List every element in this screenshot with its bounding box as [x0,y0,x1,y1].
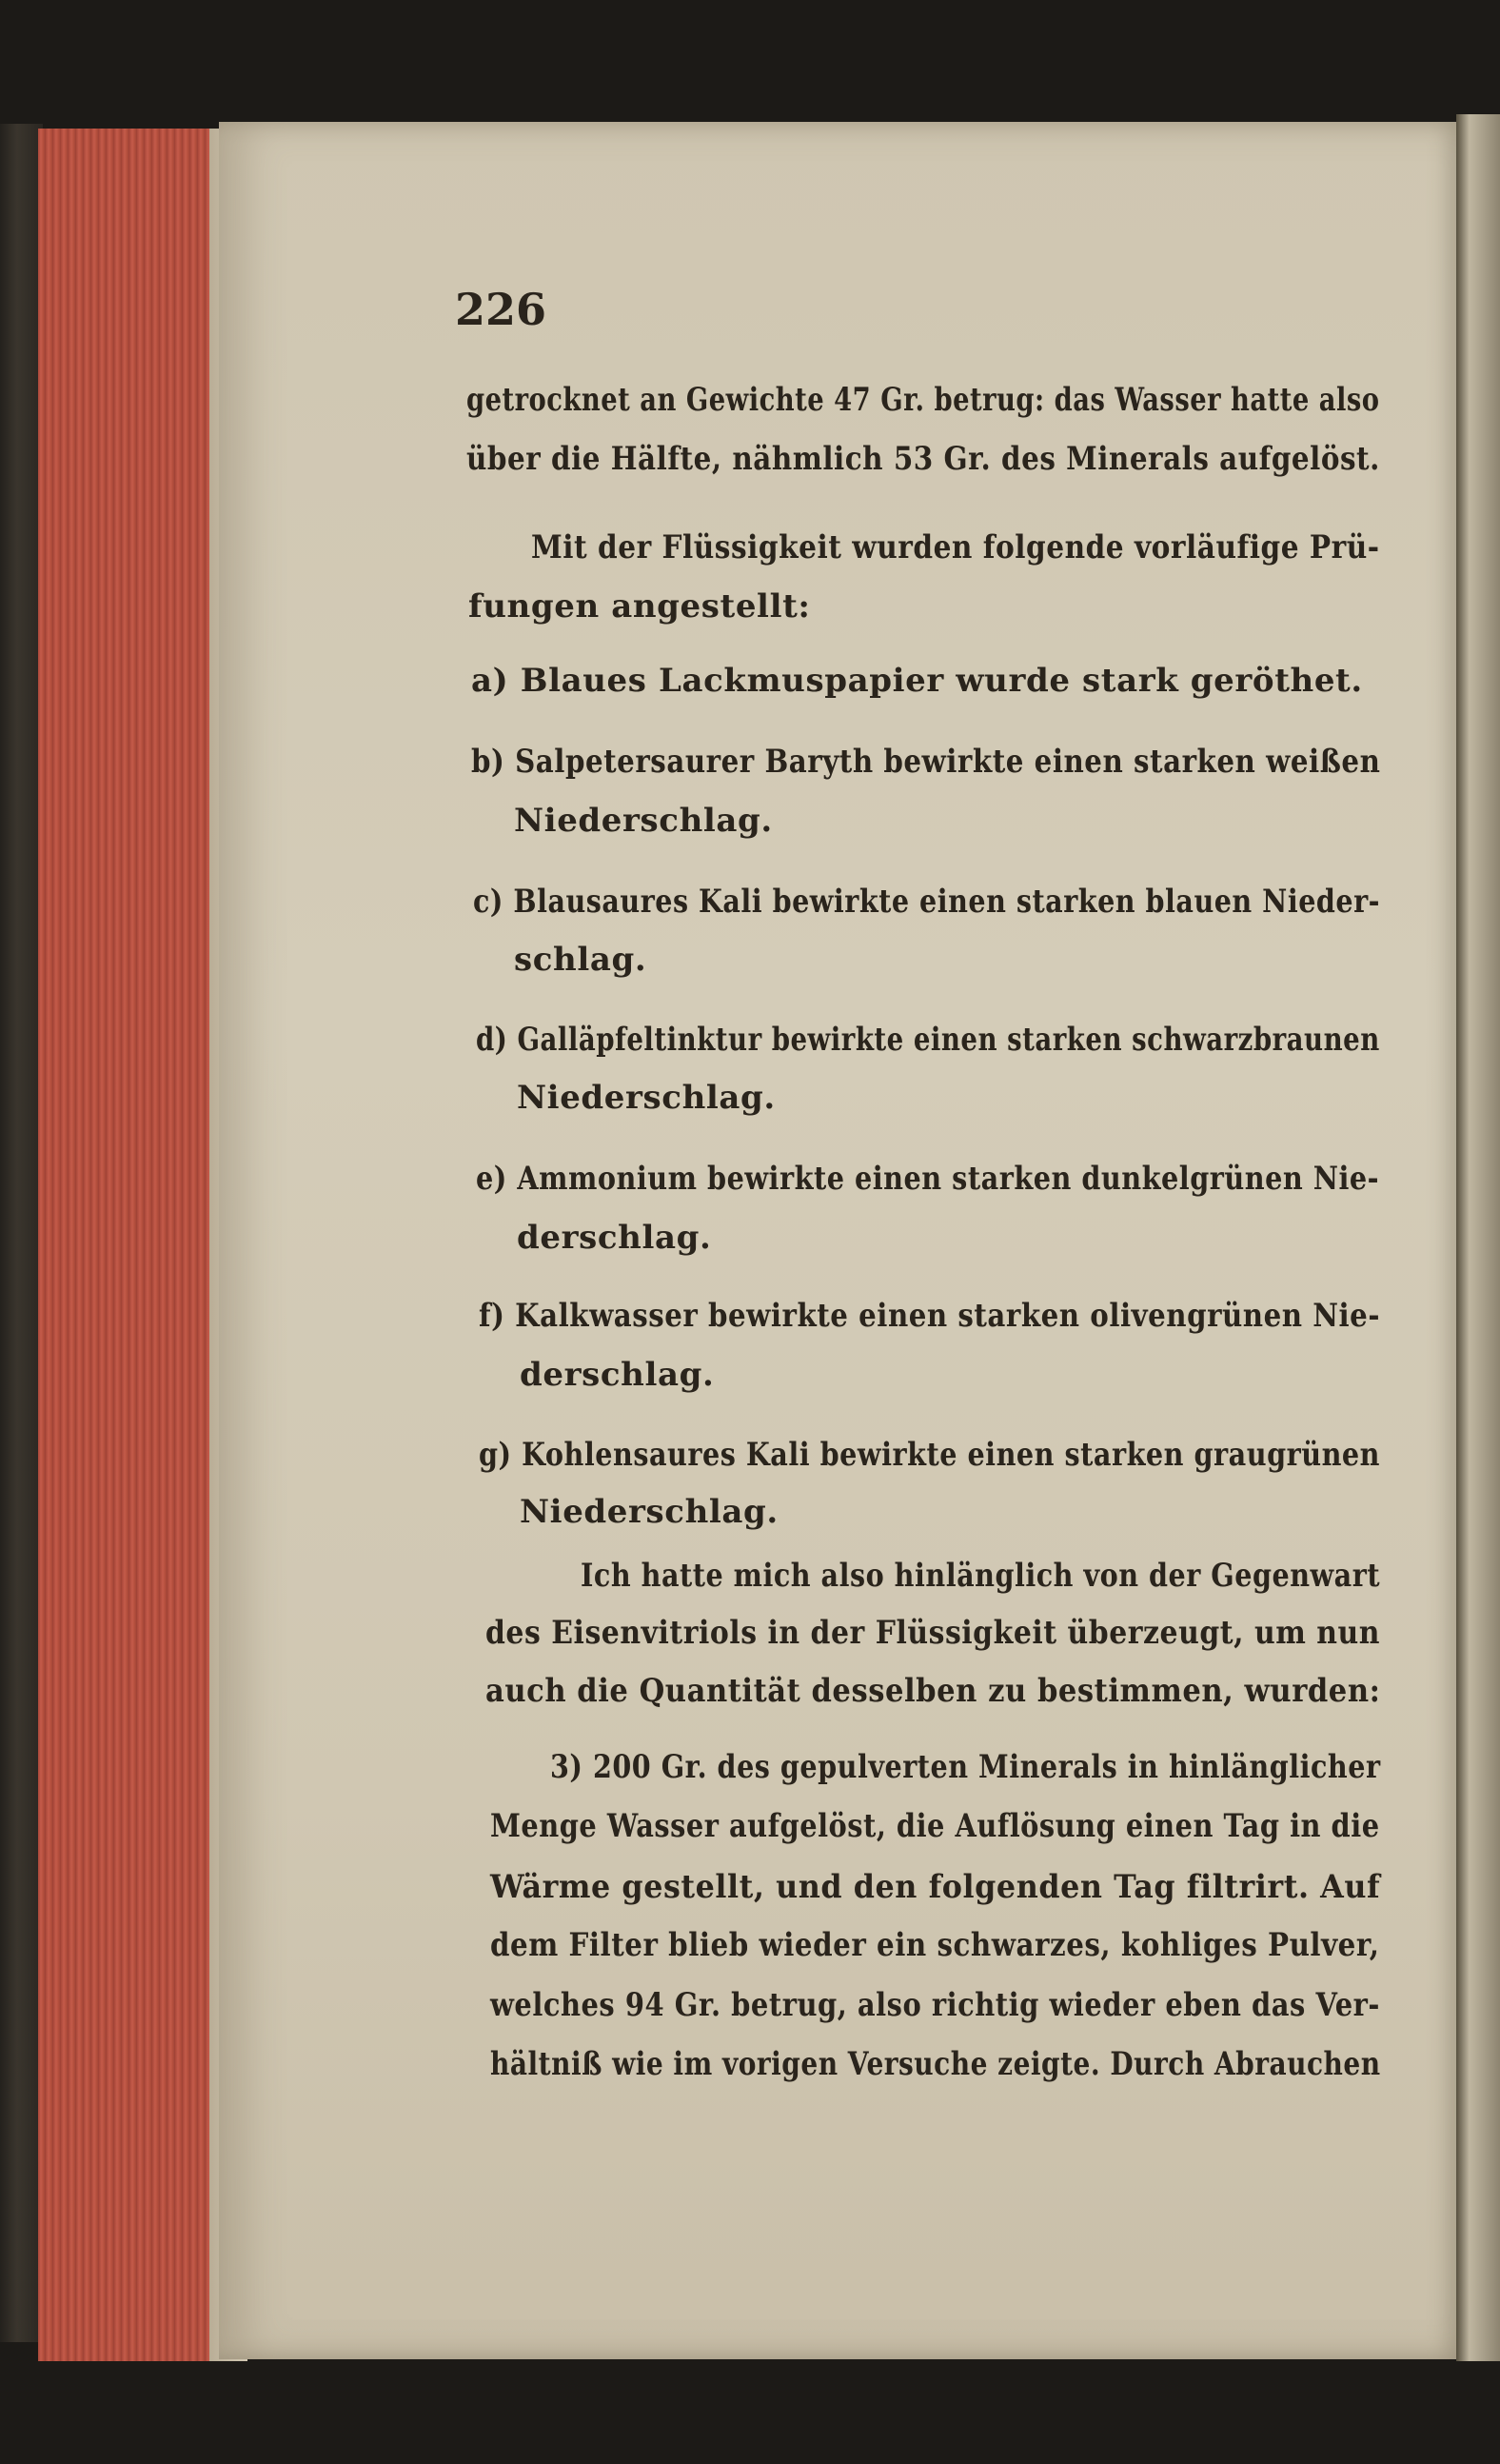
page-number: 226 [455,284,547,335]
text-line: derschlag. [520,1356,715,1394]
text-line: Wärme gestellt, und den folgenden Tag filtrirt. Auf [490,1868,1381,1906]
text-line: getrocknet an Gewichte 47 Gr. betrug: das Wasser hatte also [466,381,1380,419]
text-line: f) Kalkwasser bewirkte einen starken olivengrünen Nie- [479,1297,1380,1335]
text-line: Mit der Flüssigkeit wurden folgende vorläufige Prü- [531,528,1380,566]
text-line: derschlag. [517,1219,712,1257]
text-line: dem Filter blieb wieder ein schwarzes, kohliges Pulver, [490,1926,1380,1964]
text-line: d) Galläpfeltinktur bewirkte einen starken schwarzbraunen [476,1021,1380,1059]
text-line: auch die Quantität desselben zu bestimmen, wurden: [485,1672,1381,1710]
page-edges-red [38,129,211,2361]
text-line: c) Blausaures Kali bewirkte einen starken blauen Nieder- [473,883,1381,921]
text-line: g) Kohlensaures Kali bewirkte einen starken graugrünen [479,1436,1381,1474]
text-line: schlag. [514,941,647,979]
text-line: des Eisenvitriols in der Flüssigkeit überzeugt, um nun [485,1614,1381,1652]
text-line: e) Ammonium bewirkte einen starken dunkelgrünen Nie- [476,1160,1380,1198]
text-line: 3) 200 Gr. des gepulverten Minerals in hinlänglicher [550,1748,1381,1786]
text-line: Niederschlag. [517,1079,776,1117]
text-line: Niederschlag. [520,1493,779,1531]
text-line: Niederschlag. [514,802,773,840]
next-page-edge [1456,114,1500,2361]
text-line: b) Salpetersaurer Baryth bewirkte einen starken weißen [471,743,1381,781]
text-line: a) Blaues Lackmuspapier wurde stark geröthet. [471,662,1363,700]
text-line: Menge Wasser aufgelöst, die Auflösung einen Tag in die [490,1807,1380,1845]
text-line: welches 94 Gr. betrug, also richtig wieder eben das Ver- [490,1986,1380,2024]
book-cover-edge [0,124,43,2342]
text-line: über die Hälfte, nähmlich 53 Gr. des Minerals aufgelöst. [466,440,1380,478]
text-line: Ich hatte mich also hinlänglich von der Gegenwart [581,1557,1381,1595]
text-line: hältniß wie im vorigen Versuche zeigte. Durch Abrauchen [490,2045,1381,2083]
text-line: fungen angestellt: [468,587,811,626]
